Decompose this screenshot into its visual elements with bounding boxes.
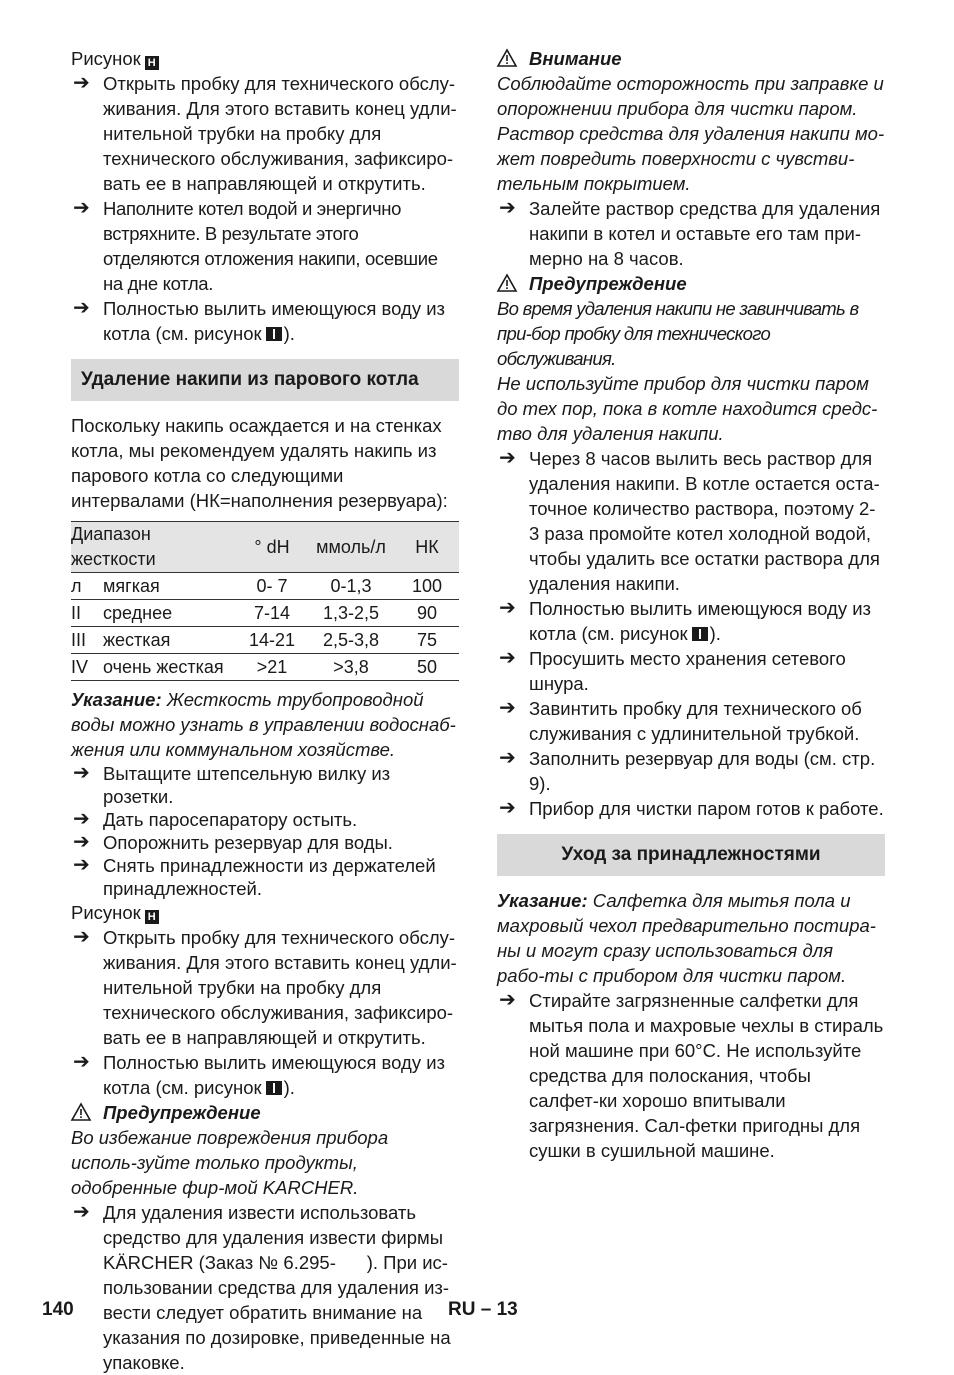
- step-pour-solution: ➔ Залейте раствор средства для удаления накипи в котел и оставьте его там при-мерно на 8 часов.: [499, 197, 881, 269]
- note-water-hardness: Указание: Жесткость трубопроводной воды можно узнать в управлении водоснаб-жения или коммунальном хозяйстве.: [71, 689, 456, 760]
- arrow-icon: ➔: [73, 1201, 90, 1223]
- warning-triangle-icon: [497, 49, 517, 67]
- step-cool-down: ➔ Дать паросепаратору остыть.: [73, 808, 358, 830]
- step-ready: ➔ Прибор для чистки паром готов к работе.: [499, 797, 884, 819]
- step-open-plug: ➔ Открыть пробку для технического обслу-живания. Для этого вставить конец удли-нительной трубки на пробку для технического обслуживания, зафиксиро-вать ее в направляющей и открутить.: [73, 72, 457, 194]
- intro-paragraph: Поскольку накипь осаждается и на стенках котла, мы рекомендуем удалять накипь из парового котла со следующими интервалами (НК=наполнения резервуара):: [71, 415, 448, 511]
- step-after-8-hours: ➔ Через 8 часов вылить весь раствор для удаления накипи. В котле остается оста-точное количество раствора, поэтому 2-3 раза промойте котел холодной водой, чтобы удалить все остатки раствора для удаления накипи.: [499, 447, 880, 594]
- warning-heading-2: Предупреждение: [497, 271, 885, 296]
- header-hk: НК: [415, 536, 439, 557]
- step-wash-cloths: ➔ Стирайте загрязненные салфетки для мытья пола и махровые чехлы в стираль ной машине при 60°C. Не используйте средства для полоскания, чтобы салфет-ки хорошо впитывали загрязнения. Сал-фетки пригодны для сушки в сушильной машине.: [499, 989, 884, 1161]
- arrow-icon: ➔: [73, 1051, 90, 1073]
- table-row: III жесткая 14-21 2,5-3,8 75: [71, 627, 459, 654]
- arrow-icon: ➔: [73, 72, 90, 94]
- arrow-icon: ➔: [499, 447, 516, 469]
- table-row: IV очень жесткая >21 >3,8 50: [71, 654, 459, 681]
- section-heading-accessories: Уход за принадлежностями: [497, 834, 885, 876]
- step-empty-tank: ➔ Опорожнить резервуар для воды.: [73, 831, 393, 853]
- warning-text: Во избежание повреждения прибора исполь-зуйте только продукты, одобренные фир-мой KARCHER.: [71, 1127, 389, 1198]
- arrow-icon: ➔: [499, 197, 516, 219]
- step-drain-water-2: ➔ Полностью вылить имеющуюся воду из котла (см. рисунок ).: [73, 1051, 446, 1098]
- step-remove-accessories: ➔ Снять принадлежности из держателей принадлежностей.: [73, 854, 436, 899]
- step-fill-shake: ➔ Наполните котел водой и энергично встряхните. В результате этого отделяются отложения накипи, осевшие на дне котла.: [73, 197, 438, 294]
- arrow-icon: ➔: [73, 762, 90, 784]
- figure-ref-h: Рисунок H: [71, 46, 459, 71]
- figure-i-badge-icon: [692, 627, 708, 641]
- header-range: Диапазон жесткости: [71, 524, 156, 569]
- header-mmol: ммоль/л: [316, 536, 386, 557]
- arrow-icon: ➔: [499, 697, 516, 719]
- arrow-icon: ➔: [499, 989, 516, 1011]
- arrow-icon: ➔: [499, 647, 516, 669]
- arrow-icon: ➔: [73, 831, 90, 853]
- step-dry-cord-storage: ➔ Просушить место хранения сетевого шнура.: [499, 647, 846, 694]
- right-column: [497, 46, 885, 1163]
- arrow-icon: ➔: [73, 297, 90, 319]
- arrow-icon: ➔: [499, 797, 516, 819]
- arrow-icon: ➔: [73, 926, 90, 948]
- warning-text-2b: Не используйте прибор для чистки паром до тех пор, пока в котле находится средс-тво для удаления накипи.: [497, 373, 878, 444]
- step-fill-tank: ➔ Заполнить резервуар для воды (см. стр. 9).: [499, 747, 876, 794]
- page-label: RU – 13: [448, 1299, 518, 1320]
- arrow-icon: ➔: [73, 197, 90, 219]
- step-drain-water: ➔ Полностью вылить имеющуюся воду из котла (см. рисунок ).: [73, 297, 446, 344]
- figure-h-badge-icon: H: [145, 56, 159, 70]
- step-descaler: ➔ Для удаления извести использовать средство для удаления извести фирмы KÄRCHER (Заказ № 6.295- ). При ис-пользовании средства для удаления из-вести следует обратить внимание на указания по дозировке, приведенные на упаковке.: [73, 1201, 456, 1373]
- step-screw-plug: ➔ Завинтить пробку для технического об служивания с удлинительной трубкой.: [499, 697, 862, 744]
- header-dh: ° dH: [254, 536, 290, 557]
- arrow-icon: ➔: [73, 808, 90, 830]
- attention-heading: Внимание: [497, 46, 885, 71]
- warning-text-2a: Во время удаления накипи не завинчивать в при-бор пробку для технического обслуживания.: [497, 298, 859, 369]
- figure-i-badge-icon: [266, 327, 282, 341]
- attention-text: Соблюдайте осторожность при заправке и опорожнении прибора для чистки паром. Раствор средства для удаления накипи мо-жет повредить поверхности с чувстви-тельным покрытием.: [497, 73, 885, 194]
- table-row: II среднее 7-14 1,3-2,5 90: [71, 600, 459, 627]
- section-heading-descale: Удаление накипи из парового котла: [71, 359, 459, 401]
- figure-h-badge-icon: H: [145, 910, 159, 924]
- table-row: л мягкая 0- 7 0-1,3 100: [71, 573, 459, 600]
- arrow-icon: ➔: [499, 597, 516, 619]
- page-number: 140: [42, 1299, 74, 1320]
- hardness-table: [71, 521, 459, 681]
- note-accessories: Указание: Салфетка для мытья пола и махровый чехол предварительно постира-ны и могут сразу использоваться для рабо-ты с прибором для чистки паром.: [497, 890, 876, 986]
- table-header-row: [71, 522, 459, 573]
- figure-ref-h-2: Рисунок H: [71, 900, 459, 925]
- warning-triangle-icon: [497, 274, 517, 292]
- step-unplug: ➔ Вытащите штепсельную вилку из розетки.: [73, 762, 391, 807]
- arrow-icon: ➔: [499, 747, 516, 769]
- arrow-icon: ➔: [73, 854, 90, 876]
- step-open-plug-2: ➔ Открыть пробку для технического обслу-живания. Для этого вставить конец удли-нительной трубки на пробку для технического обслуживания, зафиксиро-вать ее в направляющей и открутить.: [73, 926, 457, 1048]
- warning-heading: Предупреждение: [71, 1100, 459, 1125]
- figure-i-badge-icon: [266, 1081, 282, 1095]
- step-drain-water-3: ➔ Полностью вылить имеющуюся воду из котла (см. рисунок ).: [499, 597, 872, 644]
- left-column: [71, 46, 459, 1375]
- warning-triangle-icon: [71, 1103, 91, 1121]
